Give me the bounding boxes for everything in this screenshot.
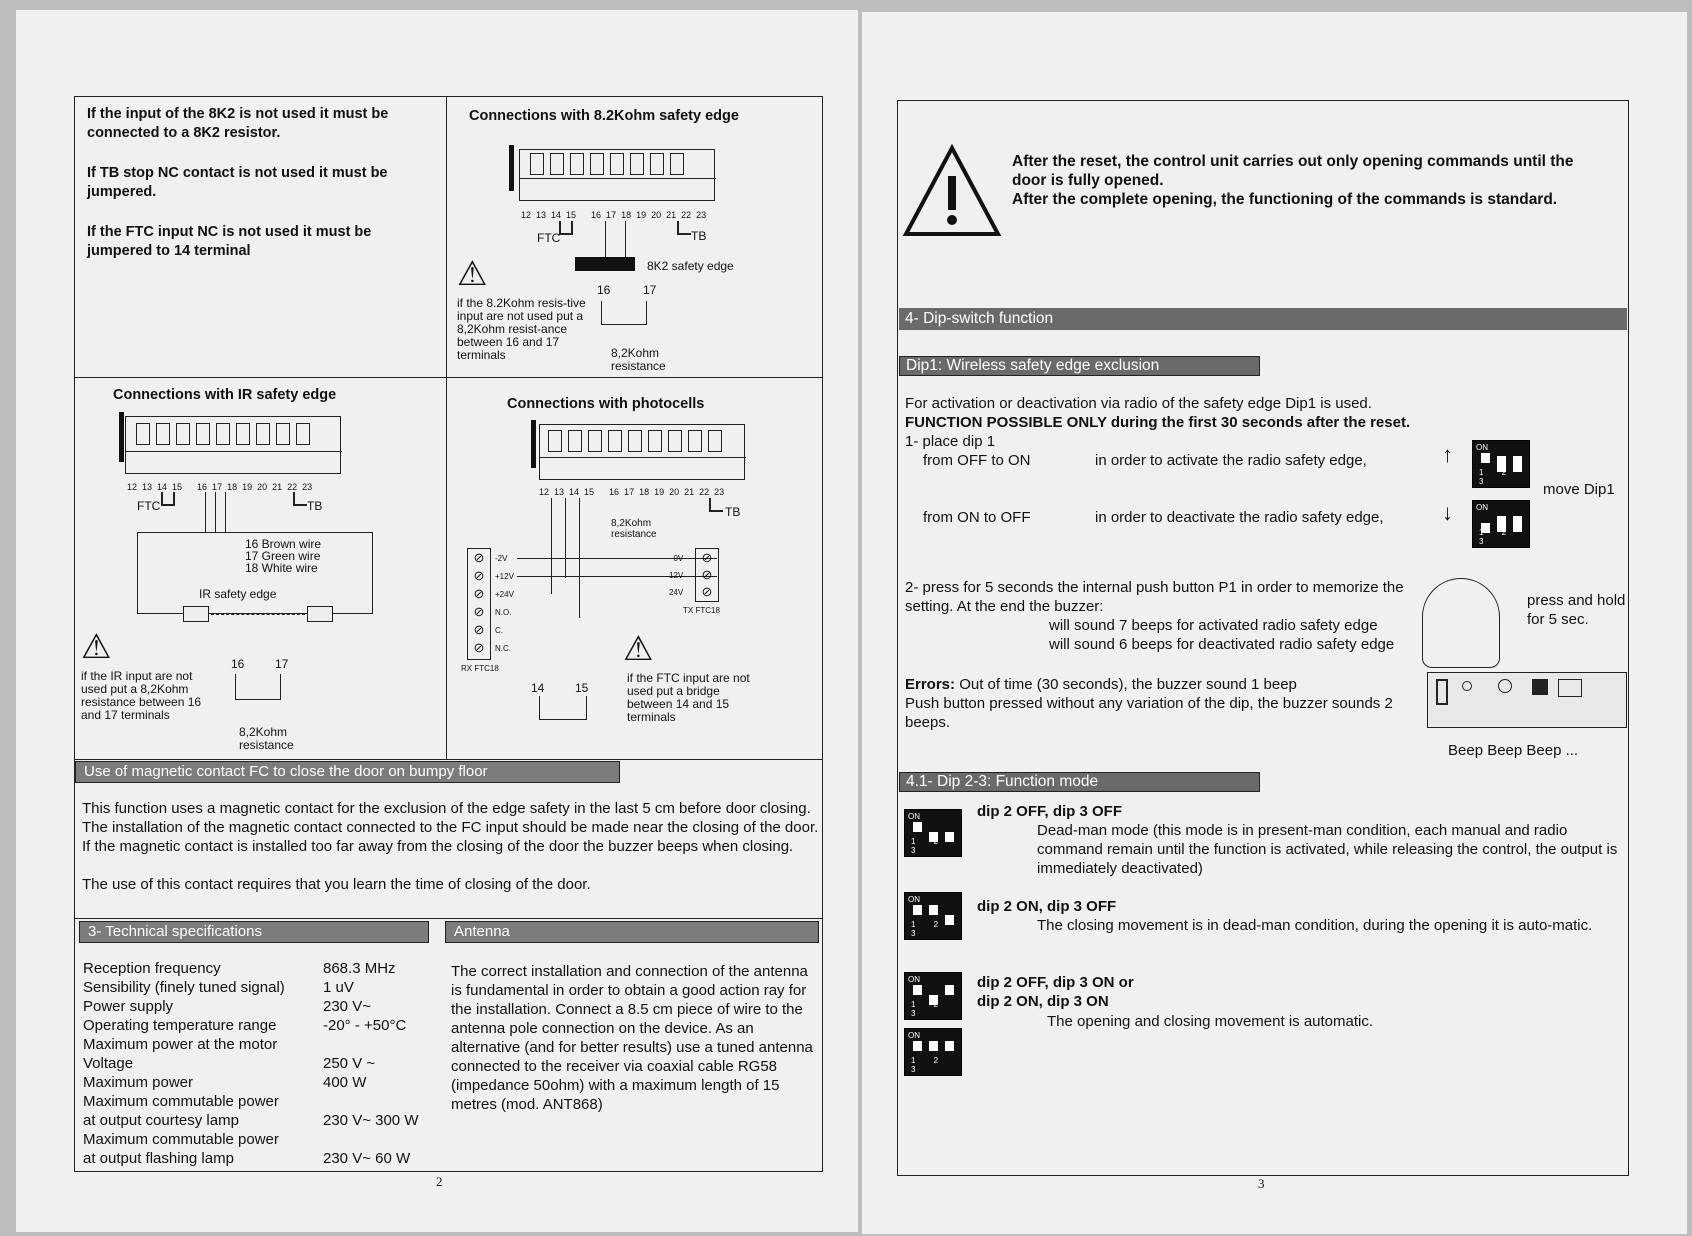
- jumper-notes-box: [74, 96, 447, 378]
- dip-switch-on-icon: ON 1 2 3: [1472, 440, 1530, 488]
- beep6: will sound 6 beeps for deactivated radio safety edge: [1049, 636, 1395, 653]
- resistor-icon: [235, 674, 281, 700]
- terminal-bar-icon: [509, 145, 514, 191]
- box-title: Connections with IR safety edge: [113, 387, 337, 403]
- on-off: from ON to OFF: [923, 509, 1031, 526]
- note-8k2: If the input of the 8K2 is not used it must be connected to a 8K2 resistor.: [87, 106, 389, 141]
- mode1-desc: Dead-man mode (this mode is in present-man condition, each manual and radio command remain until the function is activated, while releasing the control, the output is immediately deactivated): [1037, 822, 1618, 877]
- magnetic-contact-section: [74, 759, 823, 919]
- beep-beep: Beep Beep Beep ...: [1448, 742, 1579, 759]
- ftc-label: FTC: [537, 231, 561, 245]
- tx-pins: 0V 12V 24V: [669, 554, 684, 597]
- mode3-desc: The opening and closing movement is automatic.: [1047, 1013, 1374, 1030]
- press-hold: press and hold for 5 sec.: [1527, 592, 1626, 628]
- wire3: 18 White wire: [245, 561, 318, 575]
- dip1-header: Dip1: Wireless safety edge exclusion: [899, 356, 1260, 376]
- resistor-label: 8,2Kohm resistance: [611, 518, 657, 540]
- specs-header: 3- Technical specifications: [79, 921, 429, 943]
- rx-pins: -2V +12V +24V N.O. C. N.C.: [495, 554, 514, 653]
- section-header: Use of magnetic contact FC to close the door on bumpy floor: [75, 761, 620, 783]
- mode3-title: dip 2 OFF, dip 3 ON or: [977, 974, 1134, 991]
- terminal-bar-icon: [531, 420, 536, 468]
- off-on-desc: in order to activate the radio safety edge,: [1095, 452, 1367, 469]
- left-page: [16, 10, 858, 1232]
- dip-switch-header: 4- Dip-switch function: [899, 308, 1627, 330]
- rx-terminal-block: ⊘ ⊘ ⊘ ⊘ ⊘ ⊘: [467, 548, 491, 660]
- rx-label: RX FTC18: [461, 664, 499, 673]
- tb-bridge: [677, 221, 691, 235]
- warning-icon: ⚠: [457, 255, 488, 293]
- mode3-title-2: dip 2 ON, dip 3 ON: [977, 993, 1109, 1010]
- beep7: will sound 7 beeps for activated radio safety edge: [1049, 617, 1378, 634]
- ir-receiver: [307, 606, 333, 622]
- box-title: Connections with 8.2Kohm safety edge: [469, 108, 739, 124]
- ftc-label: FTC: [137, 499, 161, 513]
- reset-warning: After the reset, the control unit carries out only opening commands until the door is fully opened. After the complete opening, the functioning of the commands is standard.: [1012, 153, 1574, 208]
- safety-edge-connection-box: [446, 96, 823, 378]
- mode2-desc: The closing movement is in dead-man condition, during the opening it is auto-matic.: [1037, 917, 1593, 934]
- t16-label: 16: [231, 657, 245, 671]
- page-number: 3: [1258, 1176, 1265, 1191]
- dip1-step1: 1- place dip 1: [905, 433, 996, 450]
- terminal-bar-icon: [119, 412, 124, 462]
- warning-text: if the 8.2Kohm resis-tive input are not used put a 8,2Kohm resist-ance between 16 and 17 terminals: [457, 296, 586, 362]
- t17-label: 17: [275, 657, 289, 671]
- note-ftc: If the FTC input NC is not used it must be jumpered to 14 terminal: [87, 224, 372, 259]
- hand-press-icon: [1422, 578, 1500, 668]
- t15-label: 15: [575, 681, 589, 695]
- dip-mode3a-icon: ON 1 2 3: [904, 972, 962, 1020]
- ftc-bridge: [559, 221, 573, 235]
- page-number: 2: [436, 1174, 443, 1189]
- tx-label: TX FTC18: [683, 606, 720, 615]
- dip23-header: 4.1- Dip 2-3: Function mode: [899, 772, 1260, 792]
- resistor-icon: [601, 301, 647, 325]
- terminal-block: [125, 416, 341, 474]
- dip1-bold: FUNCTION POSSIBLE ONLY during the first 30 seconds after the reset.: [905, 414, 1411, 431]
- warning-icon: ⚠: [81, 628, 112, 666]
- on-off-desc: in order to deactivate the radio safety edge,: [1095, 509, 1384, 526]
- ir-connection-box: [74, 377, 447, 760]
- terminal-block: [519, 149, 715, 201]
- magnetic-paragraph-2: The use of this contact requires that you learn the time of closing of the door.: [82, 876, 591, 893]
- t17-label: 17: [643, 283, 657, 297]
- mode1-title: dip 2 OFF, dip 3 OFF: [977, 803, 1122, 820]
- t14-label: 14: [531, 681, 545, 695]
- control-board-icon: [1427, 672, 1627, 728]
- ir-label: IR safety edge: [199, 587, 277, 601]
- bridge-icon: [539, 696, 587, 720]
- box-title: Connections with photocells: [507, 396, 705, 412]
- terminal-numbers: 12 13 14 15 16 17 18 19 20 21 22 23: [521, 210, 707, 220]
- tb-label: TB: [691, 229, 707, 243]
- right-page: [862, 12, 1687, 1234]
- tb-label: TB: [725, 505, 741, 519]
- errors-line-2: Push button pressed without any variation of the dip, the buzzer sounds 2 beeps.: [905, 695, 1393, 731]
- dip1-step2: 2- press for 5 seconds the internal push button P1 in order to memorize the setting. At the end the buzzer:: [905, 579, 1404, 615]
- dip-mode3b-icon: ON 1 2 3: [904, 1028, 962, 1076]
- t16-label: 16: [597, 283, 611, 297]
- warning-triangle-icon: [902, 144, 1002, 238]
- antenna-header: Antenna: [445, 921, 819, 943]
- antenna-text: The correct installation and connection of the antenna is fundamental in order to obtain a good action ray for the installation. Connect a 8.5 cm piece of wire to the antenna pole connection on the device. As an alternative (and for better results) use a tuned antenna connected to the receiver via coaxial cable RG58 (impedance 50ohm) with a maximum length of 15 metres (mod. ANT868): [451, 963, 813, 1113]
- tx-terminal-block: ⊘ ⊘ ⊘: [695, 548, 719, 602]
- wire1: 16 Brown wire: [245, 537, 322, 551]
- terminal-numbers: 12 13 14 15 16 17 18 19 20 21 22 23: [127, 482, 313, 492]
- dip1-intro: For activation or deactivation via radio of the safety edge Dip1 is used.: [905, 395, 1372, 412]
- warning-text: if the FTC input are not used put a bridge between 14 and 15 terminals: [627, 671, 750, 724]
- specs-antenna-box: 3- Technical specifications Antenna Reception frequency 868.3 MHz Sensibility (finely tuned signal) 1 uV Power supply 230 V~ Operating temperature range -20° - +50°C Maximum power at the motor Voltage 250 V ~ Maximum power 400 W Maximum commutable power at output courtesy lamp 230 V~ 300 W Maximum commutable power at output flashing lamp 230 V~ 60 W The correct installation and connection of the antenna is fundamental in order to obtain a good action ray for the installation. Connect a 8.5 cm piece of wire to the antenna pole connection on the device. As an alternative (and for better results) use a tuned antenna connected to the receiver via coaxial cable RG58 (impedance 50ohm) with a maximum length of 15 metres (mod. ANT868): [74, 918, 823, 1172]
- tb-label: TB: [307, 499, 323, 513]
- arrow-up-icon: ↑: [1442, 442, 1453, 467]
- photocell-connection-box: [446, 377, 823, 760]
- off-on: from OFF to ON: [923, 452, 1031, 469]
- resistor-label: 8,2Kohm resistance: [611, 346, 666, 373]
- resistor-label: 8,2Kohm resistance: [239, 725, 294, 752]
- errors-line: Errors: Out of time (30 seconds), the buzzer sound 1 beep: [905, 676, 1297, 693]
- ir-emitter: [183, 606, 209, 622]
- warning-icon: ⚠: [623, 630, 654, 668]
- move-dip1: move Dip1: [1543, 481, 1615, 498]
- note-tb: If TB stop NC contact is not used it must be jumpered.: [87, 165, 388, 200]
- wire2: 17 Green wire: [245, 549, 321, 563]
- edge-label: 8K2 safety edge: [647, 259, 734, 273]
- warning-text: if the IR input are not used put a 8,2Kohm resistance between 16 and 17 terminals: [81, 669, 202, 722]
- dip-switch-off-icon: ON 1 2 3: [1472, 500, 1530, 548]
- dip-mode2-icon: ON 1 2 3: [904, 892, 962, 940]
- safety-edge-bar: [575, 257, 635, 271]
- mode2-title: dip 2 ON, dip 3 OFF: [977, 898, 1117, 915]
- dip-mode1-icon: ON 1 2 3: [904, 809, 962, 857]
- magnetic-paragraph: This function uses a magnetic contact for the exclusion of the edge safety in the last 5 cm before door closing. The installation of the magnetic contact connected to the FC input should be made near the closing of the door. If the magnetic contact is installed too far away from the closing of the door the buzzer beeps when closing.: [82, 800, 819, 855]
- terminal-block: [539, 424, 745, 480]
- terminal-numbers: 12 13 14 15 16 17 18 19 20 21 22 23: [539, 487, 725, 497]
- arrow-down-icon: ↓: [1442, 500, 1453, 525]
